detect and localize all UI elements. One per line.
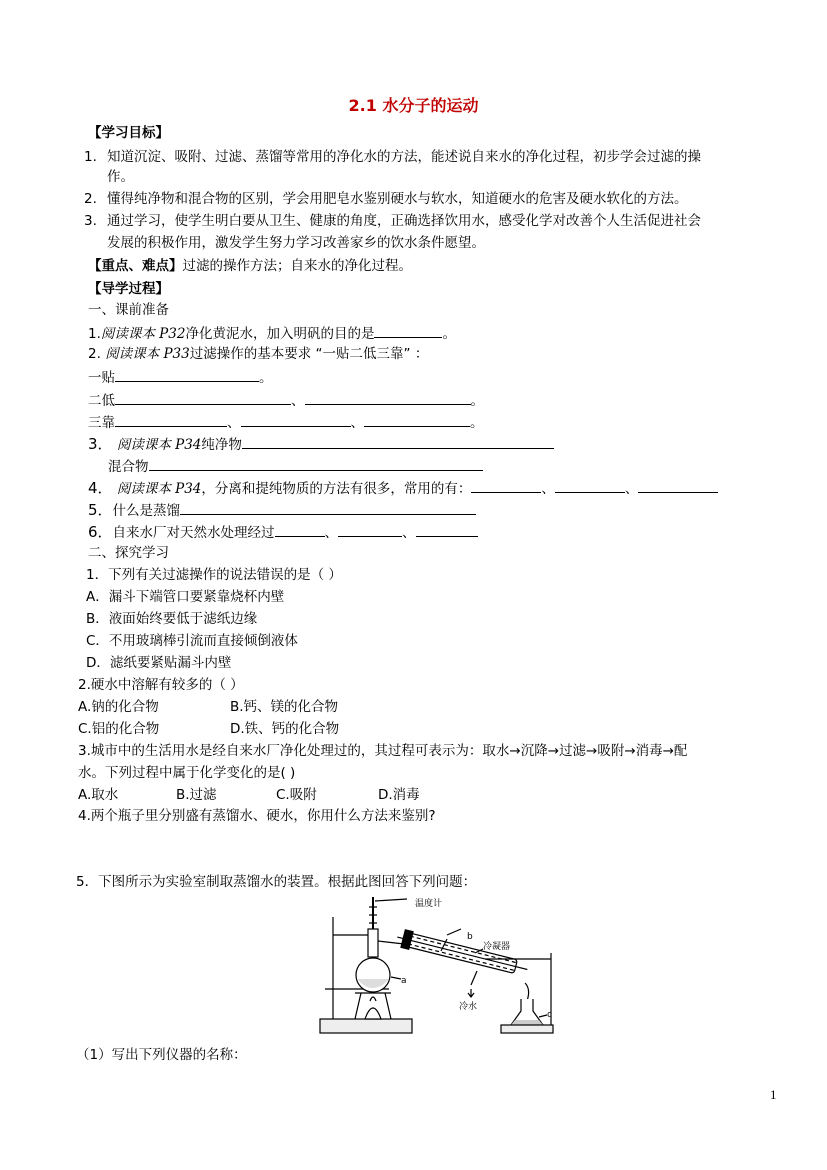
part2-q4: 4.两个瓶子里分别盛有蒸馏水、硬水，你用什么方法来鉴别? xyxy=(78,808,436,824)
answer-blank[interactable] xyxy=(180,500,476,515)
part1-q6-number: 6． xyxy=(88,523,113,541)
period: 。 xyxy=(442,326,456,342)
part2-q2-option-c: C.铝的化合物 xyxy=(78,721,160,737)
separator: 、 xyxy=(291,393,305,409)
condenser xyxy=(395,928,529,978)
objectives-heading: 【学习目标】 xyxy=(88,125,169,141)
part2-q5-sub1: （1）写出下列仪器的名称： xyxy=(76,1047,247,1063)
label-b: b xyxy=(467,932,473,942)
label-c: c xyxy=(547,1010,552,1020)
answer-blank[interactable] xyxy=(149,456,483,471)
part1-q1-text: 净化黄泥水，加入明矾的目的是 xyxy=(185,326,375,342)
label-a: a xyxy=(401,976,407,986)
part2-q3-line1: 3.城市中的生活用水是经自来水厂净化处理过的，其过程可表示为：取水→沉降→过滤→吸附→消毒→配 xyxy=(78,743,688,759)
period: 。 xyxy=(470,393,484,409)
part2-heading: 二、探究学习 xyxy=(88,545,169,561)
answer-blank[interactable] xyxy=(338,522,402,537)
part1-q5-text: 什么是蒸馏 xyxy=(112,503,181,519)
answer-blank[interactable] xyxy=(364,412,470,427)
part1-q1-ref: 阅读课本 P32 xyxy=(100,326,186,342)
low-label: 二低 xyxy=(88,393,115,409)
part1-q4-text: ，分离和提纯物质的方法有很多，常用的有： xyxy=(201,481,472,497)
cold-water-label: 冷水 xyxy=(459,1002,478,1012)
part2-q1-option-c: C．不用玻璃棒引流而直接倾倒液体 xyxy=(86,633,298,649)
part1-q2 xyxy=(88,345,428,363)
objective-3-line2: 发展的积极作用，激发学生努力学习改善家乡的饮水条件愿望。 xyxy=(107,235,485,251)
part1-q3-text: 纯净物 xyxy=(201,437,242,453)
part2-q2-option-b: B.钙、镁的化合物 xyxy=(230,699,339,715)
page-title: 2.1 水分子的运动 xyxy=(348,96,479,115)
part1-q4-ref: 阅读课本 P34 xyxy=(116,481,202,497)
filter-two-low xyxy=(88,390,484,410)
filter-three-lean xyxy=(88,412,484,432)
period: 。 xyxy=(259,370,273,386)
answer-blank[interactable] xyxy=(471,478,541,493)
part1-q2-text: 过滤操作的基本要求 “一贴二低三靠” ： xyxy=(189,346,429,362)
part1-q6-text: 自来水厂对天然水处理经过 xyxy=(112,525,275,541)
part1-q5-number: 5． xyxy=(88,501,113,519)
part2-q1: 1．下列有关过滤操作的说法错误的是（ ） xyxy=(86,567,342,583)
answer-blank[interactable] xyxy=(241,412,351,427)
part2-q3-option-c: C.吸附 xyxy=(276,787,317,803)
thermometer-label: 温度计 xyxy=(415,899,443,909)
alcohol-burner xyxy=(365,1008,381,1019)
page-number: 1 xyxy=(770,1087,777,1102)
answer-blank[interactable] xyxy=(242,434,554,449)
answer-blank[interactable] xyxy=(416,522,478,537)
part1-q2-number: 2. xyxy=(88,346,101,362)
key-points xyxy=(88,257,412,275)
answer-blank[interactable] xyxy=(555,478,625,493)
tie-label: 一贴 xyxy=(88,370,115,386)
part1-q3 xyxy=(88,434,554,454)
water-inlet xyxy=(471,971,477,985)
part1-q4-number: 4． xyxy=(88,479,113,497)
part2-q2-option-a: A.钠的化合物 xyxy=(78,699,159,715)
part1-q3-mixture xyxy=(108,456,483,476)
objective-1-number: 1. xyxy=(84,149,97,165)
answer-blank[interactable] xyxy=(115,367,259,382)
period: 。 xyxy=(470,415,484,431)
answer-blank[interactable] xyxy=(638,478,718,493)
part1-q6 xyxy=(88,522,478,542)
objective-2-line1: 懂得纯净物和混合物的区别，学会用肥皂水鉴别硬水与软水，知道硬水的危害及硬水软化的方法。 xyxy=(107,191,688,207)
lean-label: 三靠 xyxy=(88,415,115,431)
answer-blank[interactable] xyxy=(275,522,325,537)
key-points-label: 【重点、难点】 xyxy=(88,258,183,274)
part1-q5 xyxy=(88,500,476,520)
condenser-label: 冷凝器 xyxy=(483,942,511,952)
answer-blank[interactable] xyxy=(305,390,471,405)
part2-q1-option-b: B．液面始终要低于滤纸边缘 xyxy=(86,611,258,627)
part2-q3-option-b: B.过滤 xyxy=(176,787,217,803)
part2-q3-option-d: D.消毒 xyxy=(378,787,420,803)
stand-base-right xyxy=(501,1025,553,1033)
part1-q2-ref: 阅读课本 P33 xyxy=(105,346,190,362)
part2-q2-option-d: D.铁、钙的化合物 xyxy=(230,721,340,737)
answer-blank[interactable] xyxy=(115,390,291,405)
key-points-text: 过滤的操作方法；自来水的净化过程。 xyxy=(182,258,412,274)
part1-q3-ref: 阅读课本 P34 xyxy=(116,437,202,453)
answer-blank[interactable] xyxy=(374,323,442,338)
mixture-label: 混合物 xyxy=(108,459,149,475)
filter-one-tie xyxy=(88,367,273,387)
part2-q3-line2: 水。下列过程中属于化学变化的是( ) xyxy=(78,765,296,781)
objective-1-line1: 知道沉淀、吸附、过滤、蒸馏等常用的净化水的方法，能述说自来水的净化过程，初步学会过滤的操 xyxy=(107,149,701,165)
part2-q2: 2.硬水中溶解有较多的（ ） xyxy=(78,677,244,693)
objective-3-number: 3. xyxy=(84,213,97,229)
distillation-apparatus-figure xyxy=(315,893,561,1043)
process-heading: 【导学过程】 xyxy=(88,281,169,297)
part1-q4 xyxy=(88,478,718,498)
part1-q3-number: 3． xyxy=(88,435,113,453)
part1-q1-number: 1. xyxy=(88,326,101,342)
separator: 、 xyxy=(624,481,639,497)
part2-q1-option-d: D．滤纸要紧贴漏斗内壁 xyxy=(86,655,232,671)
part2-q5: 5．下图所示为实验室制取蒸馏水的装置。根据此图回答下列问题： xyxy=(76,874,477,890)
objective-2-number: 2. xyxy=(84,191,97,207)
separator: 、 xyxy=(402,525,416,541)
separator: 、 xyxy=(324,525,339,541)
objective-1-line2: 作。 xyxy=(107,169,134,185)
adapter xyxy=(525,983,529,1001)
part2-q1-option-a: A．漏斗下端管口要紧靠烧杯内壁 xyxy=(86,589,285,605)
part2-q3-option-a: A.取水 xyxy=(78,787,119,803)
flask-neck xyxy=(368,929,378,957)
separator: 、 xyxy=(350,415,364,431)
answer-blank[interactable] xyxy=(115,412,227,427)
part1-heading: 一、课前准备 xyxy=(88,302,169,318)
part1-q1 xyxy=(88,323,456,343)
separator: 、 xyxy=(541,481,555,497)
separator: 、 xyxy=(227,415,241,431)
objective-3-line1: 通过学习，使学生明白要从卫生、健康的角度，正确选择饮用水，感受化学对改善个人生活促进社会 xyxy=(107,213,701,229)
stand-base-left xyxy=(320,1019,412,1033)
